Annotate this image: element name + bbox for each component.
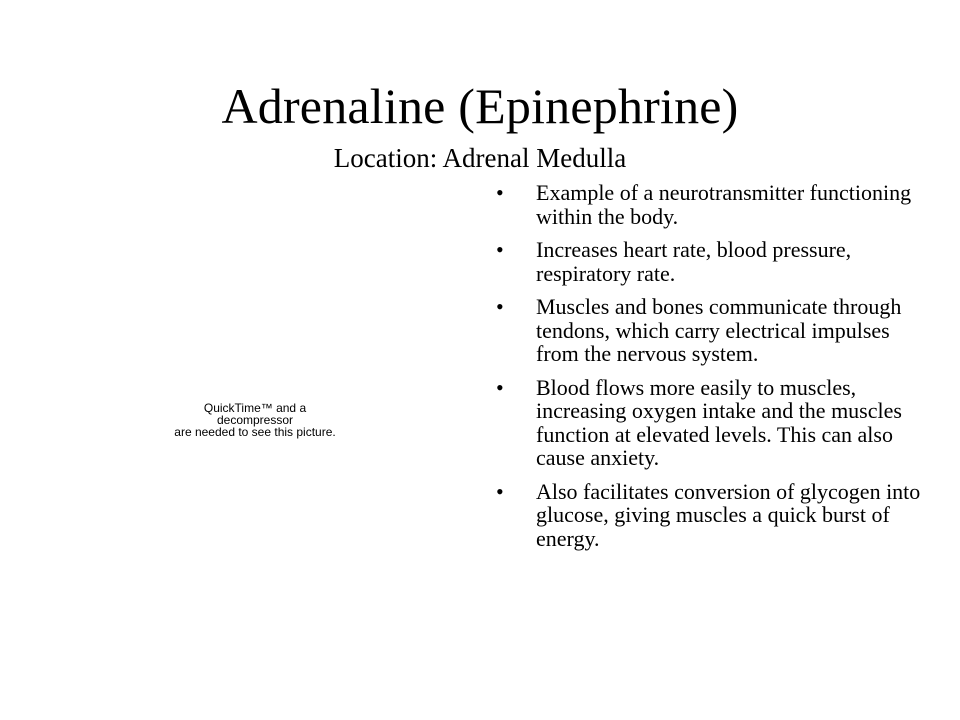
placeholder-line-2: decompressor <box>216 413 294 427</box>
bullet-text: Increases heart rate, blood pressure, respiratory rate. <box>536 237 852 286</box>
bullet-text: Also facilitates conversion of glycogen into glucose, giving muscles a quick burst of energy. <box>536 478 921 551</box>
bullet-item <box>496 181 936 228</box>
bullet-item <box>496 480 936 551</box>
bullet-list <box>496 181 936 560</box>
bullet-item <box>496 376 936 470</box>
bullet-dot-icon: • <box>496 180 504 205</box>
bullet-item <box>496 295 936 366</box>
slide-subtitle: Location: Adrenal Medulla <box>333 143 627 173</box>
bullet-dot-icon: • <box>496 237 504 262</box>
bullet-item <box>496 238 936 285</box>
bullet-text: Blood flows more easily to muscles, increasing oxygen intake and the muscles function at elevated levels. This can also cause anxiety. <box>536 374 902 470</box>
bullet-dot-icon: • <box>496 294 504 319</box>
slide-title: Adrenaline (Epinephrine) <box>221 78 739 134</box>
bullet-text: Muscles and bones communicate through tendons, which carry electrical impulses from the nervous system. <box>536 294 902 366</box>
bullet-dot-icon: • <box>496 478 504 504</box>
bullet-dot-icon: • <box>496 374 504 400</box>
placeholder-line-1: QuickTime™ and a <box>203 401 307 415</box>
placeholder-line-3: are needed to see this picture. <box>174 425 336 439</box>
bullet-text: Example of a neurotransmitter functioning within the body. <box>536 180 912 229</box>
quicktime-image-placeholder <box>160 402 350 438</box>
